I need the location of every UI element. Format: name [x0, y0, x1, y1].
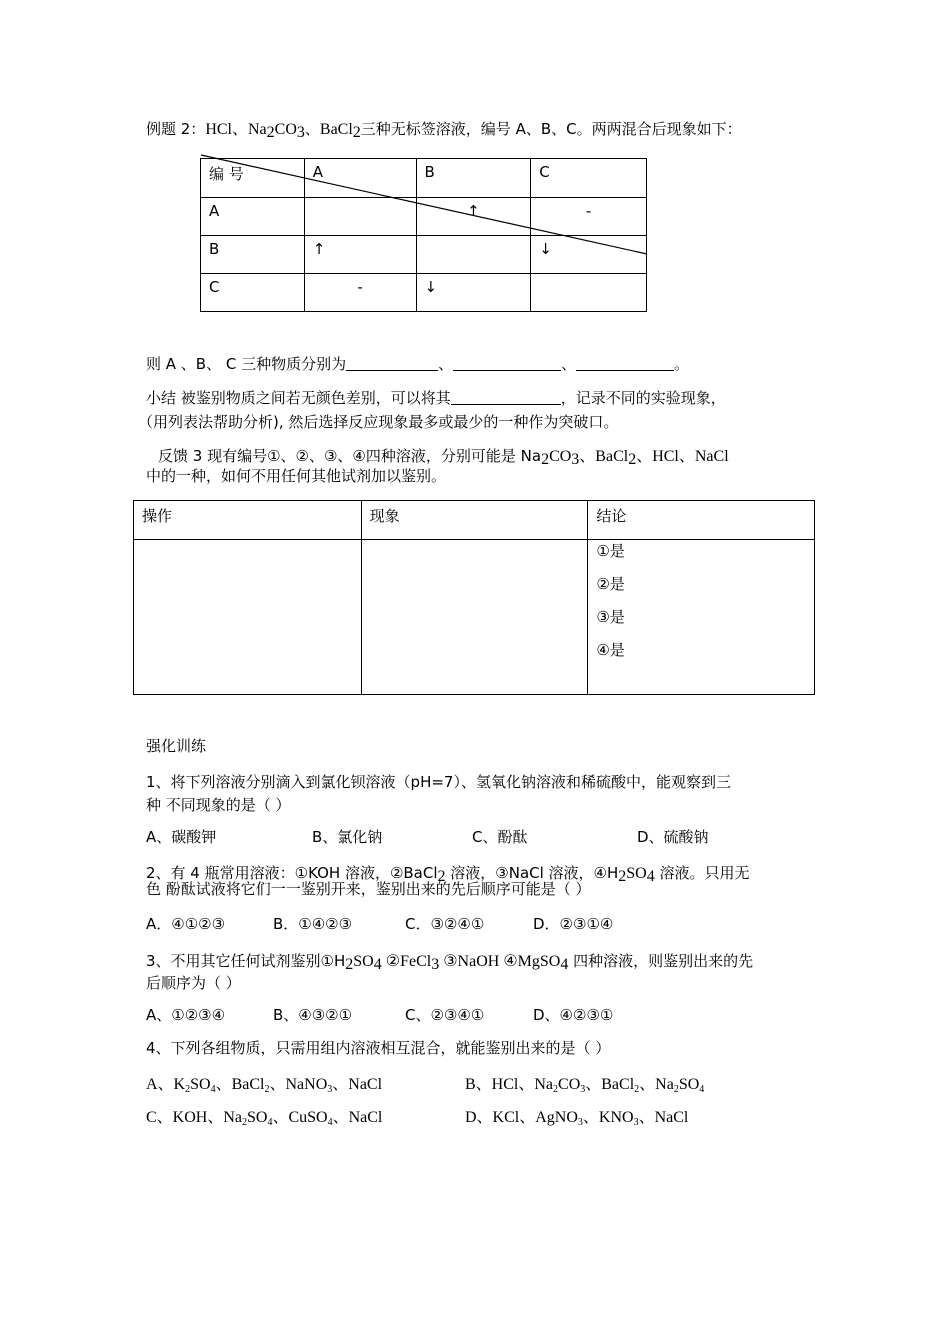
- q2-option-a: A．④①②③: [146, 915, 226, 933]
- result-cell: ↑: [416, 198, 531, 236]
- header-operation: 操作: [134, 501, 362, 540]
- col-header: A: [304, 159, 416, 198]
- q4-stem: 4、下列各组物质，只需用组内溶液相互混合，就能鉴别出来的是（ ）: [146, 1039, 611, 1057]
- result-cell: -: [304, 274, 416, 312]
- identification-table: [133, 500, 815, 695]
- row-header: C: [201, 274, 305, 312]
- q4-option-c: C、KOH、$Na_2SO_4$、CuSO$_4$、NaCl: [146, 1109, 383, 1128]
- q2-option-c: C．③②④①: [405, 915, 485, 933]
- result-cell: ↑: [304, 236, 416, 274]
- q1-option-c: C、酚酞: [472, 828, 528, 846]
- feedback3-line1: 反馈 3 现有编号①、②、③、④四种溶液，分别可能是 $Na_2CO_3$、BaCl$_2$、HCl、NaCl: [158, 447, 729, 468]
- q3-option-d: D、④②③①: [533, 1006, 614, 1024]
- q3-line2: 后顺序为（ ）: [146, 974, 241, 992]
- q1-option-a: A、碳酸钾: [146, 828, 217, 846]
- col-header: C: [531, 159, 647, 198]
- q2-line1: 2、有 4 瓶常用溶液：①KOH 溶液，②BaCl$_2$ 溶液，③NaCl 溶液，$④H_2SO_4$ 溶液。只用无: [146, 864, 750, 885]
- q1-line2: 种 不同现象的是（ ）: [146, 796, 291, 814]
- result-cell: ↓: [531, 236, 647, 274]
- answer-blank[interactable]: [346, 356, 438, 371]
- q4-option-a: A、$K_2SO_4$、BaCl$_2$、NaNO$_3$、NaCl: [146, 1076, 383, 1095]
- training-title: 强化训练: [146, 737, 207, 755]
- q3-option-a: A、①②③④: [146, 1006, 226, 1024]
- q1-option-d: D、硫酸钠: [637, 828, 709, 846]
- header-phenomenon: 现象: [361, 501, 588, 540]
- result-cell: -: [531, 198, 647, 236]
- q4-option-b: B、HCl、$Na_2CO_3$、BaCl$_2$、$Na_2SO_4$: [465, 1076, 705, 1095]
- summary-line2: （用列表法帮助分析), 然后选择反应现象最多或最少的一种作为突破口。: [138, 413, 619, 431]
- q4-option-d: D、KCl、AgNO$_3$、$KNO_3$、NaCl: [465, 1109, 689, 1128]
- q1-option-b: B、氯化钠: [312, 828, 383, 846]
- summary-line1: 小结 被鉴别物质之间若无颜色差别，可以将其 ，记录不同的实验现象，: [146, 389, 726, 407]
- phenomenon-cell[interactable]: [361, 540, 588, 695]
- q3-option-c: C、②③④①: [405, 1006, 485, 1024]
- result-cell: ↓: [416, 274, 531, 312]
- answer-line: 则 A 、B、 C 三种物质分别为 、 、 。: [146, 355, 690, 373]
- row-header: B: [201, 236, 305, 274]
- summary-blank[interactable]: [451, 390, 561, 405]
- conclusion-item: ②是: [596, 575, 625, 593]
- answer-blank[interactable]: [576, 356, 674, 371]
- answer-blank[interactable]: [453, 356, 561, 371]
- header-conclusion: 结论: [588, 501, 815, 540]
- conclusion-item: ④是: [596, 641, 625, 659]
- conclusion-item: ①是: [596, 542, 625, 560]
- col-header: B: [416, 159, 531, 198]
- example2-heading: 例题 2：HCl、$Na_2CO_3$、BaCl$_2$三种无标签溶液，编号 A、B、C。两两混合后现象如下：: [146, 120, 742, 141]
- q2-option-d: D．②③①④: [533, 915, 614, 933]
- q2-line2: 色 酚酞试液将它们一一鉴别开来，鉴别出来的先后顺序可能是（ ）: [146, 880, 591, 898]
- corner-cell: 编 号: [201, 159, 305, 198]
- q2-option-b: B．①④②③: [273, 915, 353, 933]
- feedback3-line2: 中的一种，如何不用任何其他试剂加以鉴别。: [146, 467, 447, 485]
- q1-line1: 1、将下列溶液分别滴入到氯化钡溶液（pH=7）、氢氧化钠溶液和稀硫酸中，能观察到三: [146, 773, 731, 791]
- row-header: A: [201, 198, 305, 236]
- q3-option-b: B、④③②①: [273, 1006, 353, 1024]
- conclusion-cell: [588, 540, 815, 695]
- operation-cell[interactable]: [134, 540, 362, 695]
- q3-line1: 3、不用其它任何试剂鉴别$①H_2SO_4$ ②FeCl$_3$ ③NaOH ④MgSO$_4$ 四种溶液，则鉴别出来的先: [146, 952, 754, 973]
- conclusion-item: ③是: [596, 608, 625, 626]
